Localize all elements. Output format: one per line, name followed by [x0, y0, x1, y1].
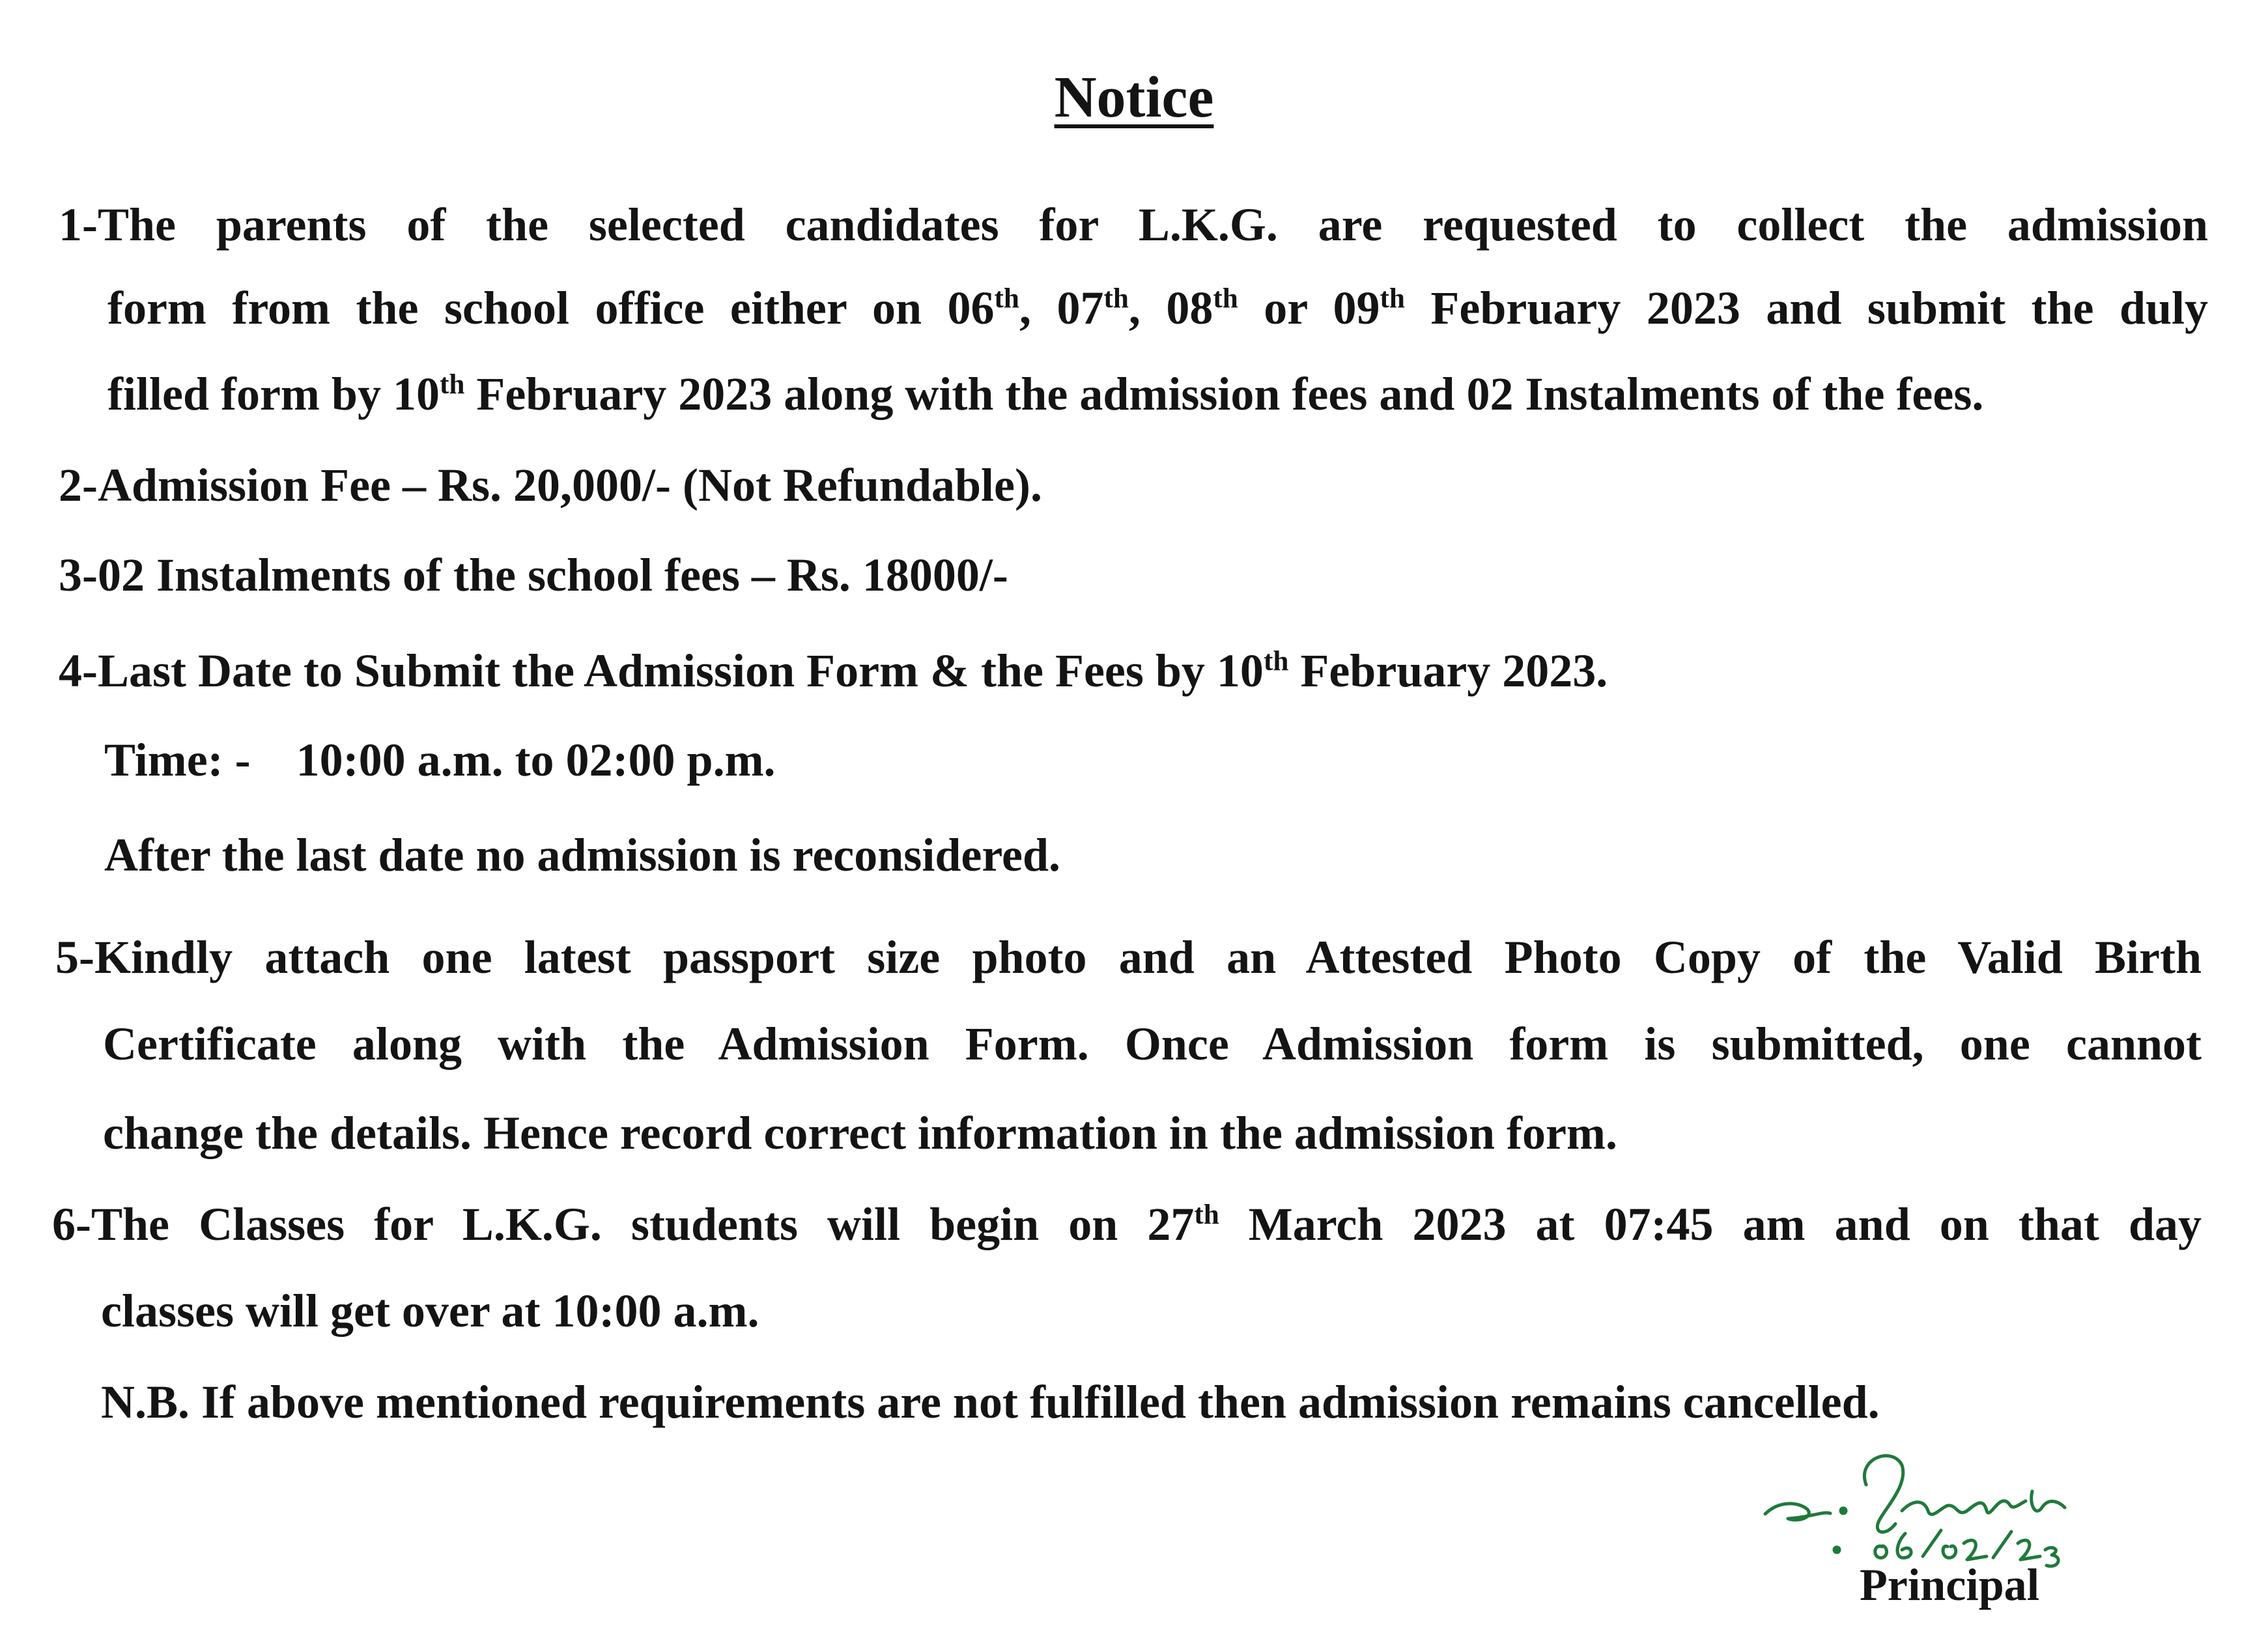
item-1-line-2: form from the school office either on 06th, 07th, 08th or 09th February 2023 and submit the duly [107, 282, 2209, 334]
item-3-line-1: 3-02 Instalments of the school fees – Rs. 18000/- [59, 549, 1008, 601]
item-6-line-1: 6-The Classes for L.K.G. students will begin on 27th March 2023 at 07:45 am and on that day [52, 1198, 2202, 1250]
item-5-line-1: 5-Kindly attach one latest passport size photo and an Attested Photo Copy of the Valid Birth [55, 931, 2202, 983]
time-value: 10:00 a.m. to 02:00 p.m. [296, 734, 776, 786]
item-1-line-3: filled form by 10th February 2023 along with the admission fees and 02 Instalments of the fees. [107, 368, 1984, 420]
signatory-title: Principal [1860, 1560, 2040, 1610]
item-6-line-2: classes will get over at 10:00 a.m. [101, 1285, 759, 1337]
notice-title: Notice [1054, 65, 1214, 130]
item-2-line-1: 2-Admission Fee – Rs. 20,000/- (Not Refundable). [59, 459, 1042, 511]
item-4-line-1: 4-Last Date to Submit the Admission Form & the Fees by 10th February 2023. [59, 645, 1608, 697]
item-6-nb: N.B. If above mentioned requirements are not fulfilled then admission remains cancelled. [101, 1376, 1880, 1428]
item-1-line-1: 1-The parents of the selected candidates for L.K.G. are requested to collect the admission [59, 199, 2208, 251]
time-label: Time: - [104, 734, 251, 786]
item-5-line-3: change the details. Hence record correct information in the admission form. [103, 1107, 1617, 1159]
item-5-line-2: Certificate along with the Admission Form. Once Admission form is submitted, one cannot [103, 1018, 2202, 1070]
item-4-line-3: After the last date no admission is reconsidered. [104, 829, 1060, 881]
item-4-time [104, 731, 776, 789]
